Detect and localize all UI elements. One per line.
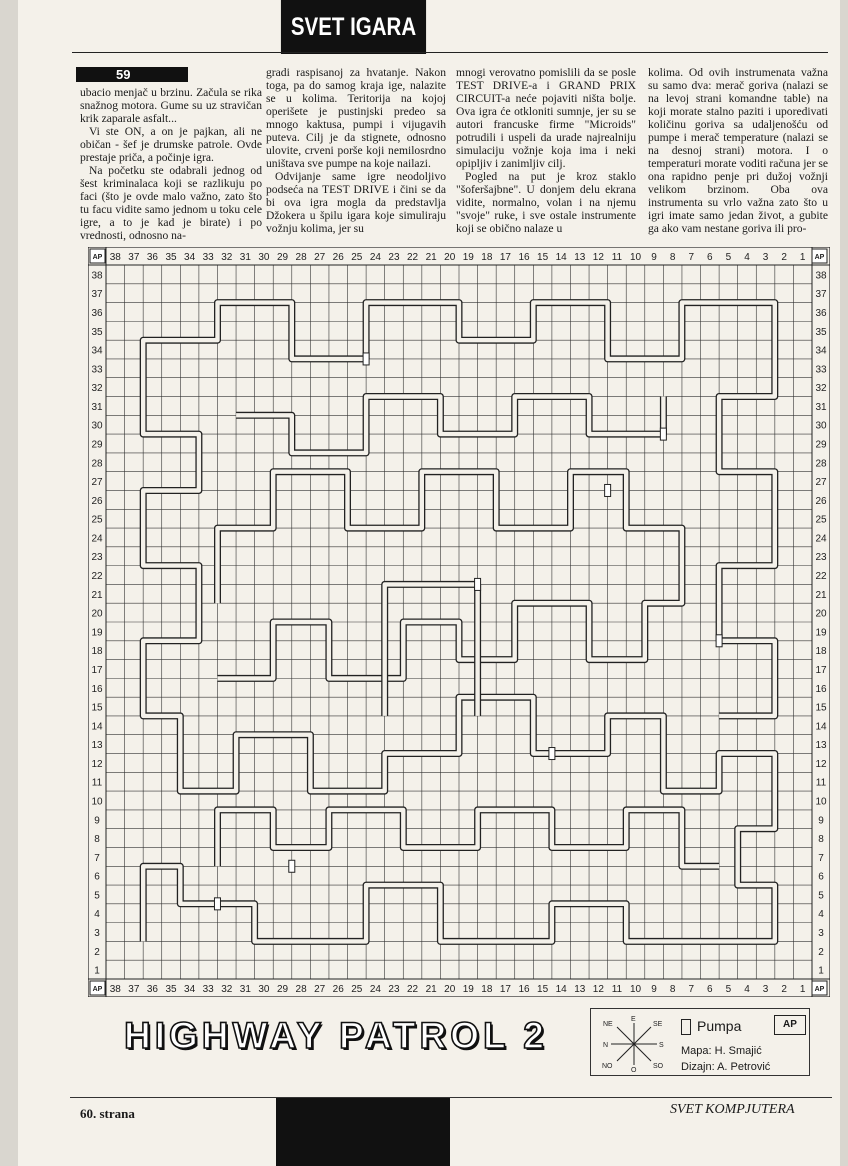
column-label-top: 16 [518,252,530,263]
column-label-bottom: 28 [295,984,307,995]
column-label-top: 14 [555,252,567,263]
column-label-bottom: 25 [351,984,363,995]
row-label-right: 27 [815,477,827,489]
section-title: SVET IGARA [290,12,417,41]
column-label-top: 31 [239,252,251,263]
column-label-bottom: 5 [725,984,732,995]
column-label-top: 37 [128,252,140,263]
header-rule [72,52,828,53]
compass-ne: NE [603,1021,613,1028]
row-label-right: 21 [815,589,827,601]
column-label-bottom: 11 [611,984,623,995]
pump-icon [716,635,722,647]
row-label-right: 29 [815,439,827,451]
row-label-right: 4 [818,909,824,921]
column-label-top: 8 [669,252,676,263]
row-label-left: 32 [91,383,103,395]
row-label-left: 6 [94,871,100,883]
row-label-right: 9 [818,815,824,827]
column-label-top: 33 [202,252,214,263]
section-header [281,0,426,54]
row-label-right: 8 [818,834,824,846]
row-label-left: 24 [91,533,103,545]
article-paragraph: kolima. Od ovih instrumenata važna su samo dva: merač goriva (nalazi se na levoj strani komandne table) na koji morate stalno paziti i uporedivati količinu goriva sa udaljenošću od pumpe i merač temperature (nalazi se na desnoj strani) motora. I o temperaturi morate voditi računa jer se ona rapidno penje pri dužoj vožnji velikom brzinom. Oba ova instrumenta su vrlo važna zato što u igri imate samo jedan život, a gubite ga ako vam nestane goriva ili pro- [648,66,828,235]
row-label-left: 4 [94,909,100,921]
row-label-right: 26 [815,495,827,507]
row-label-left: 7 [94,852,100,864]
column-label-top: 22 [406,252,419,263]
row-label-right: 11 [815,777,827,789]
row-label-left: 12 [91,758,103,770]
row-label-right: 3 [818,928,824,940]
pump-icon [549,748,555,760]
column-label-bottom: 2 [781,984,787,995]
column-label-top: 11 [611,252,623,263]
row-label-left: 15 [91,702,103,714]
row-label-left: 31 [91,401,103,413]
row-label-right: 2 [818,946,824,958]
row-label-right: 37 [815,289,827,301]
row-label-left: 10 [91,796,103,808]
article-paragraph: gradi raspisanoj za hvatanje. Nakon toga, pa do samog kraja ige, nalazite se u kolima. Teritorija na kojoj operišete je pustinjski predeo sa mnogo kaktusa, pumpi i vijugavih puteva. Cilj je da stignete, odnosno ulovite, crveni porše koji nemilosrdno uništava sve pumpe na koje nailazi. [266,66,446,170]
row-label-right: 22 [815,571,827,583]
column-label-bottom: 37 [128,984,140,995]
row-label-left: 27 [91,477,103,489]
text-column-2 [266,66,446,235]
row-label-left: 30 [91,420,103,432]
column-label-top: 18 [481,252,493,263]
column-label-bottom: 14 [555,984,567,995]
column-label-top: 32 [221,252,233,263]
row-label-left: 11 [91,777,103,789]
row-label-right: 30 [815,420,827,432]
issue-number: 59 [116,67,131,82]
row-label-left: 9 [94,815,100,827]
compass-so: SO [653,1063,664,1070]
row-label-left: 38 [91,270,103,282]
row-label-right: 32 [815,383,827,395]
row-label-left: 36 [91,307,103,319]
column-label-top: 3 [762,252,769,263]
column-label-bottom: 20 [444,984,456,995]
column-label-top: 6 [707,252,713,263]
row-label-right: 12 [815,758,827,770]
map-grid [88,247,830,997]
row-label-right: 33 [815,364,827,376]
column-label-top: 23 [388,252,400,263]
map-credit: Mapa: H. Smajić [681,1045,762,1057]
column-label-bottom: 29 [276,984,289,995]
row-label-left: 17 [91,664,103,676]
row-label-right: 18 [815,646,827,658]
pump-icon [605,484,611,496]
column-label-bottom: 8 [669,984,676,995]
column-label-bottom: 33 [202,984,214,995]
column-label-top: 13 [574,252,586,263]
article-paragraph: ubacio menjač u brzinu. Začula se rika snažnog motora. Gume su uz stravičan krik zaparale asfalt... [80,86,262,125]
row-label-right: 20 [815,608,827,620]
column-label-top: 35 [165,252,177,263]
article-paragraph: Vi ste ON, a on je pajkan, ali ne običan - šef je drumske patrole. Ovde prestaje priča, a počinje igra. [80,125,262,164]
pump-icon [681,1019,691,1035]
column-label-top: 27 [314,252,326,263]
column-label-top: 5 [725,252,732,263]
map-legend [590,1008,810,1076]
ap-logo-text: AP [814,986,825,993]
row-label-left: 29 [91,439,103,451]
row-label-left: 21 [91,589,103,601]
row-label-right: 6 [818,871,824,883]
row-label-right: 7 [818,852,824,864]
column-label-bottom: 1 [799,984,806,995]
column-label-bottom: 21 [425,984,437,995]
row-label-right: 28 [815,458,827,470]
row-label-right: 13 [815,740,827,752]
column-label-top: 17 [499,252,512,263]
row-label-left: 18 [91,646,103,658]
column-label-bottom: 32 [221,984,233,995]
ap-logo-text: AP [814,254,825,261]
row-label-right: 5 [818,890,824,902]
ap-logo-icon: AP [774,1015,806,1035]
column-label-bottom: 19 [462,984,474,995]
row-label-right: 34 [815,345,827,357]
row-label-right: 31 [815,401,827,413]
column-label-bottom: 31 [239,984,251,995]
column-label-top: 24 [369,252,381,263]
row-label-right: 19 [815,627,827,639]
row-label-left: 14 [91,721,103,733]
column-label-top: 10 [629,252,642,263]
row-label-left: 2 [94,946,100,958]
column-label-bottom: 7 [688,984,695,995]
game-map [88,247,830,997]
column-label-bottom: 34 [184,984,196,995]
column-label-top: 7 [688,252,695,263]
column-label-top: 34 [184,252,196,263]
issue-badge [76,67,188,82]
footer-tab [276,1098,450,1166]
column-label-bottom: 24 [369,984,381,995]
column-label-bottom: 9 [651,984,657,995]
text-column-4 [648,66,828,235]
legend-pump [681,1018,741,1035]
magazine-name: SVET KOMPJUTERA [670,1102,795,1117]
row-label-left: 22 [91,571,103,583]
compass-n: N [603,1042,609,1049]
column-label-bottom: 3 [762,984,769,995]
column-label-bottom: 35 [165,984,177,995]
row-label-right: 17 [815,664,827,676]
footer-rule [70,1097,832,1098]
column-label-top: 29 [276,252,289,263]
row-label-left: 20 [91,608,103,620]
design-credit: Dizajn: A. Petrović [681,1061,771,1073]
column-label-top: 9 [651,252,657,263]
column-label-bottom: 16 [518,984,530,995]
compass-s: S [659,1042,664,1049]
row-label-right: 15 [815,702,827,714]
pump-icon [660,428,666,440]
row-label-left: 23 [91,552,103,564]
row-label-left: 5 [94,890,100,902]
column-label-top: 21 [425,252,437,263]
column-label-bottom: 23 [388,984,400,995]
column-label-top: 1 [799,252,806,263]
pump-icon [289,860,295,872]
column-label-bottom: 4 [744,984,750,995]
row-label-right: 25 [815,514,827,526]
ap-logo-text: AP [92,986,103,993]
row-label-left: 28 [91,458,103,470]
row-label-right: 35 [815,326,827,338]
column-label-top: 36 [146,252,159,263]
text-column-1 [80,86,262,242]
column-label-top: 26 [332,252,344,263]
row-label-right: 36 [815,307,827,319]
article-paragraph: mnogi verovatno pomislili da se posle TEST DRIVE-a i GRAND PRIX CIRCUIT-a neće pojaviti ništa bolje. Ova igra će otkloniti sumnje, jer su se autori francuske firme "Microids" potrudili i uspeli da urade najrealniju simulaciju vožnje koja ima i neki opipljiv i zanimljiv cilj. [456,66,636,170]
game-title: HIGHWAY PATROL 2 [124,1015,548,1056]
column-label-top: 4 [744,252,750,263]
row-label-left: 19 [91,627,103,639]
article-paragraph: Odvijanje same igre neodoljivo podseća na TEST DRIVE i čini se da bi ova igra mogla da predstavlja Džokera u špilu igara koje simuliraju vožnju kolima, jer su [266,170,446,235]
row-label-left: 25 [91,514,103,526]
column-label-bottom: 13 [574,984,586,995]
row-label-right: 24 [815,533,827,545]
row-label-left: 3 [94,928,100,940]
column-label-top: 15 [537,252,549,263]
compass-o: O [631,1067,637,1073]
column-label-top: 30 [258,252,270,263]
column-label-bottom: 26 [332,984,344,995]
compass-icon [597,1013,671,1073]
row-label-right: 10 [815,796,827,808]
column-label-top: 12 [592,252,604,263]
article-paragraph: Na početku ste odabrali jednog od šest kriminalaca koji se razlikuju po faci (što je ovde malo važno, zato što tu facu vidite samo jednom u toku cele igre, a to je kad je birate) i po vrednosti, odnosno na- [80,164,262,242]
row-label-left: 16 [91,683,103,695]
row-label-left: 8 [94,834,100,846]
column-label-bottom: 36 [146,984,159,995]
column-label-bottom: 12 [592,984,604,995]
column-label-bottom: 27 [314,984,326,995]
column-label-bottom: 17 [499,984,512,995]
column-label-bottom: 38 [109,984,121,995]
column-label-bottom: 22 [406,984,419,995]
page-number: 60. strana [80,1106,135,1121]
column-label-bottom: 18 [481,984,493,995]
row-label-right: 23 [815,552,827,564]
legend-pump-label: Pumpa [697,1018,742,1034]
pump-icon [214,898,220,910]
row-label-left: 26 [91,495,103,507]
article-paragraph: Pogled na put je kroz staklo "šoferšajbne". U donjem delu ekrana vidite, normalno, volan i na njemu "svoje" ruke, i sve ostale instrumente koji se obično nalaze u [456,170,636,235]
row-label-right: 16 [815,683,827,695]
column-label-bottom: 15 [537,984,549,995]
column-label-top: 19 [462,252,474,263]
column-label-top: 28 [295,252,307,263]
row-label-right: 14 [815,721,827,733]
ap-logo-text: AP [92,254,103,261]
row-label-left: 34 [91,345,103,357]
column-label-top: 2 [781,252,787,263]
column-label-bottom: 6 [707,984,713,995]
compass-no: NO [602,1063,613,1070]
row-label-left: 33 [91,364,103,376]
pump-icon [475,578,481,590]
text-column-3 [456,66,636,235]
row-label-left: 35 [91,326,103,338]
row-label-right: 1 [818,965,824,977]
row-label-left: 1 [94,965,100,977]
compass-se: SE [653,1021,663,1028]
column-label-bottom: 30 [258,984,270,995]
column-label-top: 38 [109,252,121,263]
row-label-left: 37 [91,289,103,301]
column-label-top: 25 [351,252,363,263]
column-label-top: 20 [444,252,456,263]
row-label-left: 13 [91,740,103,752]
compass-e: E [631,1016,636,1023]
pump-icon [363,353,369,365]
row-label-right: 38 [815,270,827,282]
column-label-bottom: 10 [629,984,642,995]
